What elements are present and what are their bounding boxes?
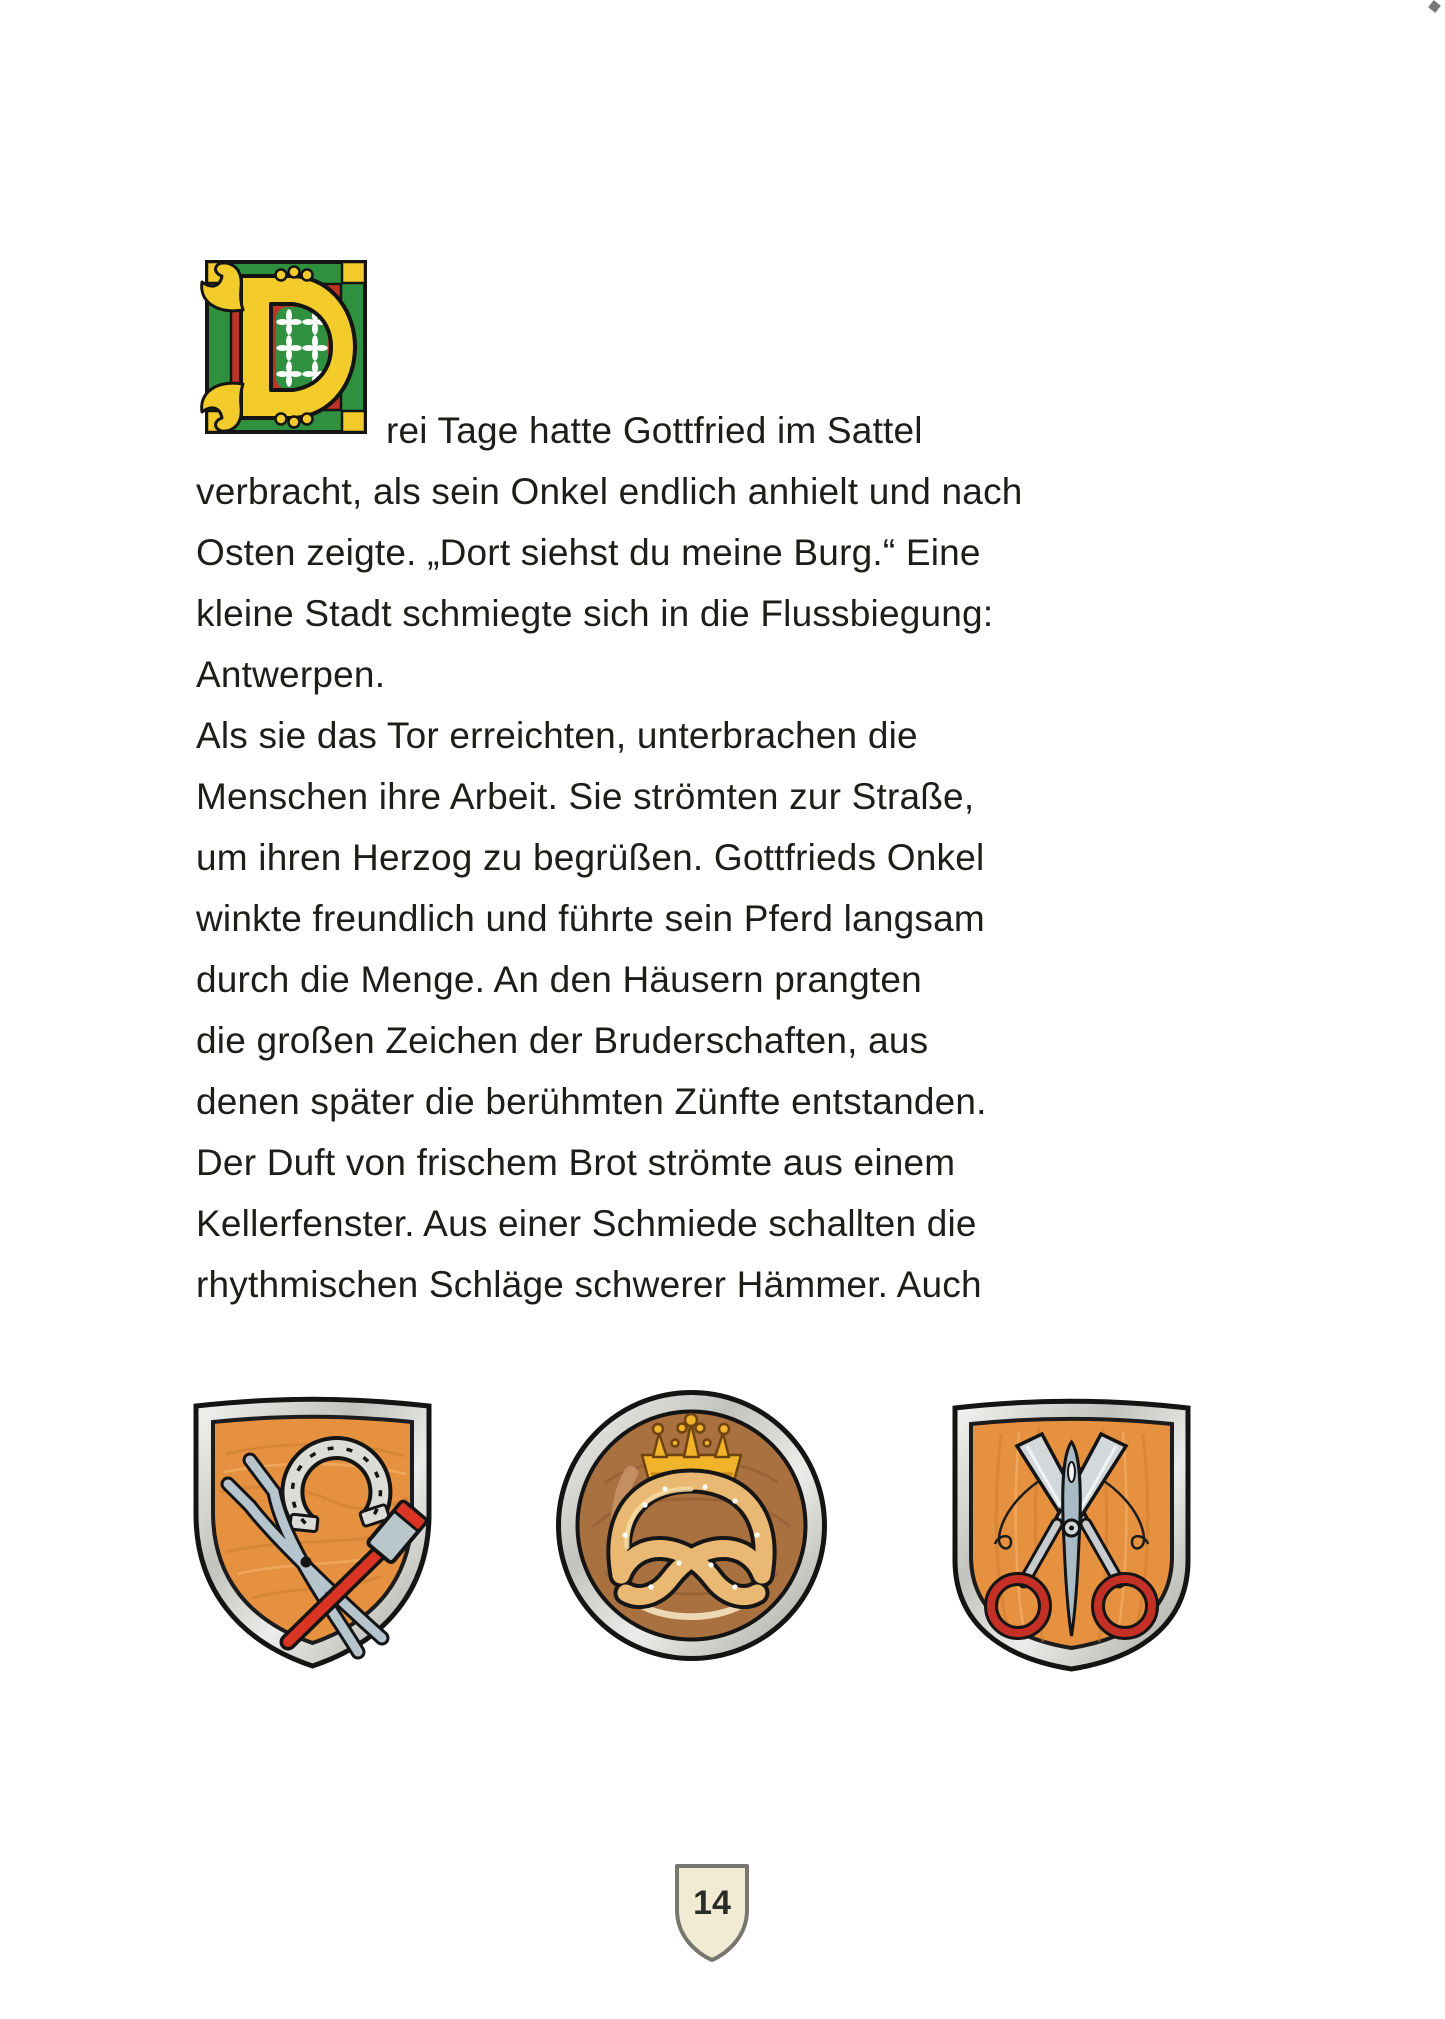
story-line: Osten zeigte. „Dort siehst du meine Burg.“ Eine xyxy=(196,532,981,573)
story-line: kleine Stadt schmiegte sich in die Flussbiegung: xyxy=(196,593,994,634)
page-number: 14 xyxy=(693,1884,731,1922)
story-line: um ihren Herzog zu begrüßen. Gottfrieds Onkel xyxy=(196,837,985,878)
story-line: Als sie das Tor erreichten, unterbrachen die xyxy=(196,715,918,756)
story-text xyxy=(196,400,1023,1315)
story-line: Der Duft von frischem Brot strömte aus einem xyxy=(196,1142,956,1183)
baker-guild-plaque-icon xyxy=(553,1387,830,1664)
story-line: winkte freundlich und führte sein Pferd langsam xyxy=(196,898,985,939)
story-line: durch die Menge. An den Häusern prangten xyxy=(196,959,922,1000)
page-number-shield xyxy=(672,1862,752,1964)
story-line: die großen Zeichen der Bruderschaften, aus xyxy=(196,1020,929,1061)
blacksmith-guild-shield-icon xyxy=(186,1392,439,1674)
story-line: Kellerfenster. Aus einer Schmiede schallten die xyxy=(196,1203,977,1244)
scan-artifact xyxy=(1428,0,1441,13)
story-line: rhythmischen Schläge schwerer Hämmer. Auch xyxy=(196,1264,982,1305)
story-line: verbracht, als sein Onkel endlich anhielt und nach xyxy=(196,471,1023,512)
story-line: rei Tage hatte Gottfried im Sattel xyxy=(386,410,923,451)
story-line: Antwerpen. xyxy=(196,654,386,695)
tailor-guild-shield-icon xyxy=(943,1392,1200,1676)
story-line: Menschen ihre Arbeit. Sie strömten zur Straße, xyxy=(196,776,975,817)
story-line: denen später die berühmten Zünfte entstanden. xyxy=(196,1081,987,1122)
